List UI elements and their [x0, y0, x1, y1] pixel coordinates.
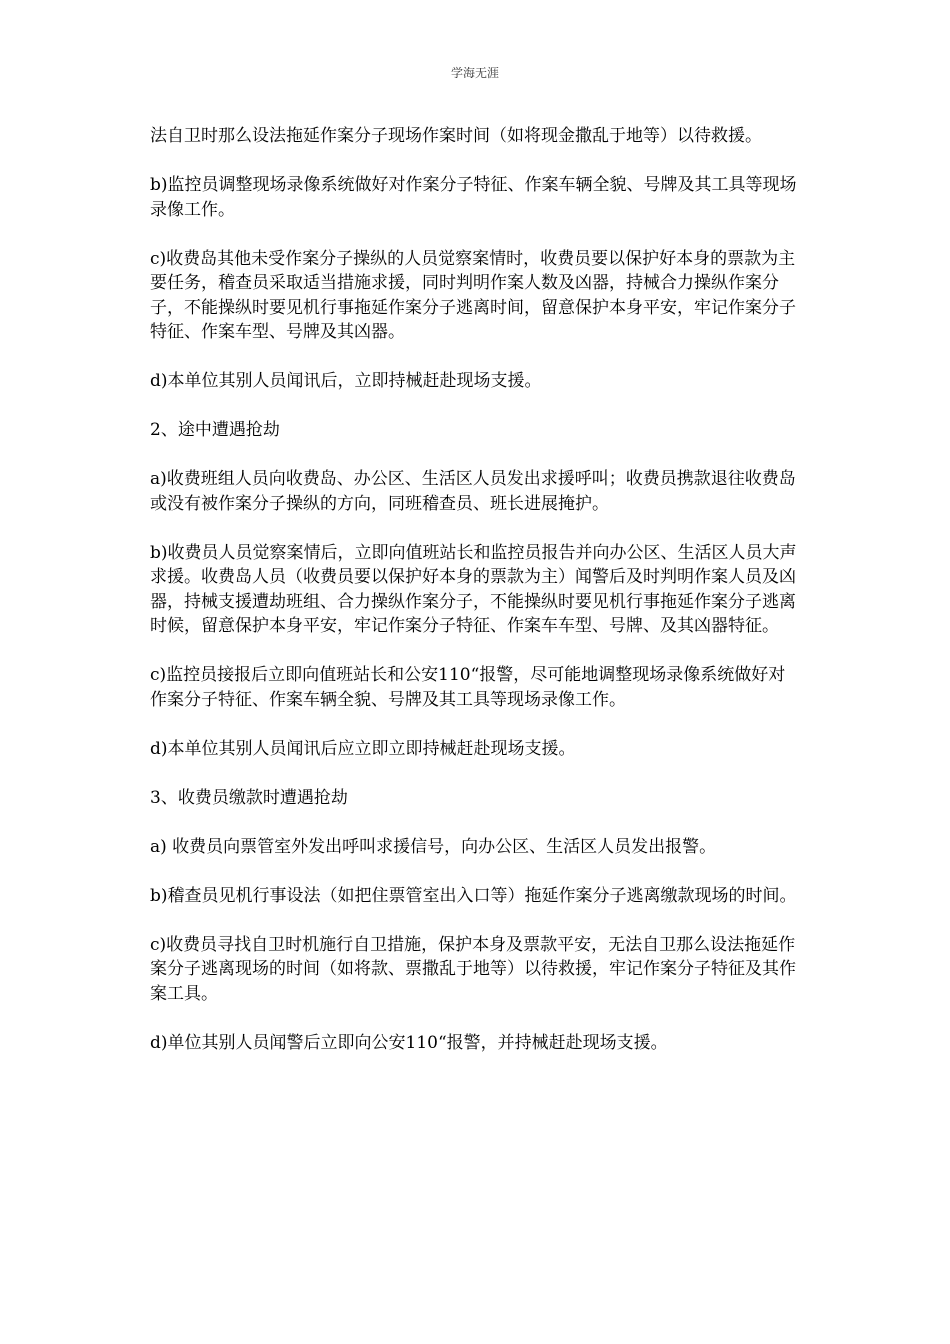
paragraph-3: c)收费岛其他未受作案分子操纵的人员觉察案情时，收费员要以保护好本身的票款为主要任务，稽查员采取适当措施求援，同时判明作案人数及凶器，持械合力操纵作案分子，不能操纵时要见机行事拖延作案分子逃离时间，留意保护本身平安，牢记作案分子特征、作案车型、号牌及其凶器。 [150, 248, 796, 342]
paragraph-7: c)监控员接报后立即向值班站长和公安110“报警，尽可能地调整现场录像系统做好对作案分子特征、作案车辆全貌、号牌及其工具等现场录像工作。 [150, 665, 786, 710]
section-heading-2: 2、途中遭遇抢劫 [150, 420, 280, 440]
section-heading-3: 3、收费员缴款时遭遇抢劫 [150, 787, 348, 808]
paragraph-2: b)监控员调整现场录像系统做好对作案分子特征、作案车辆全貌、号牌及其工具等现场录像工作。 [150, 175, 797, 220]
paragraph-11: c)收费员寻找自卫时机施行自卫措施，保护本身及票款平安，无法自卫那么设法拖延作案分子逃离现场的时间（如将款、票撒乱于地等）以待救援，牢记作案分子特征及其作案工具。 [150, 934, 796, 1004]
paragraph-6: b)收费员人员觉察案情后，立即向值班站长和监控员报告并向办公区、生活区人员大声求援。收费岛人员（收费员要以保护好本身的票款为主）闻警后及时判明作案人员及凶器，持械支援遭劫班组、合力操纵作案分子，不能操纵时要见机行事拖延作案分子逃离时候，留意保护本身平安，牢记作案分子特征、作案车车型、号牌、及其凶器特征。 [150, 542, 797, 636]
paragraph-8: d)本单位其别人员闻讯后应立即立即持械赶赴现场支援。 [150, 738, 576, 759]
paragraph-9: a) 收费员向票管室外发出呼叫求援信号，向办公区、生活区人员发出报警。 [150, 836, 717, 857]
paragraph-10: b)稽查员见机行事设法（如把住票管室出入口等）拖延作案分子逃离缴款现场的时间。 [150, 885, 797, 906]
paragraph-5: a)收费班组人员向收费岛、办公区、生活区人员发出求援呼叫；收费员携款退往收费岛或没有被作案分子操纵的方向，同班稽查员、班长进展掩护。 [150, 469, 796, 514]
paragraph-12: d)单位其别人员闻警后立即向公安110“报警，并持械赶赴现场支援。 [150, 1032, 668, 1053]
document-body [150, 124, 802, 1080]
paragraph-4: d)本单位其别人员闻讯后，立即持械赶赴现场支援。 [150, 371, 542, 391]
paragraph-1: 法自卫时那么设法拖延作案分子现场作案时间（如将现金撒乱于地等）以待救援。 [150, 126, 762, 146]
page-header: 学海无涯 [450, 66, 499, 80]
